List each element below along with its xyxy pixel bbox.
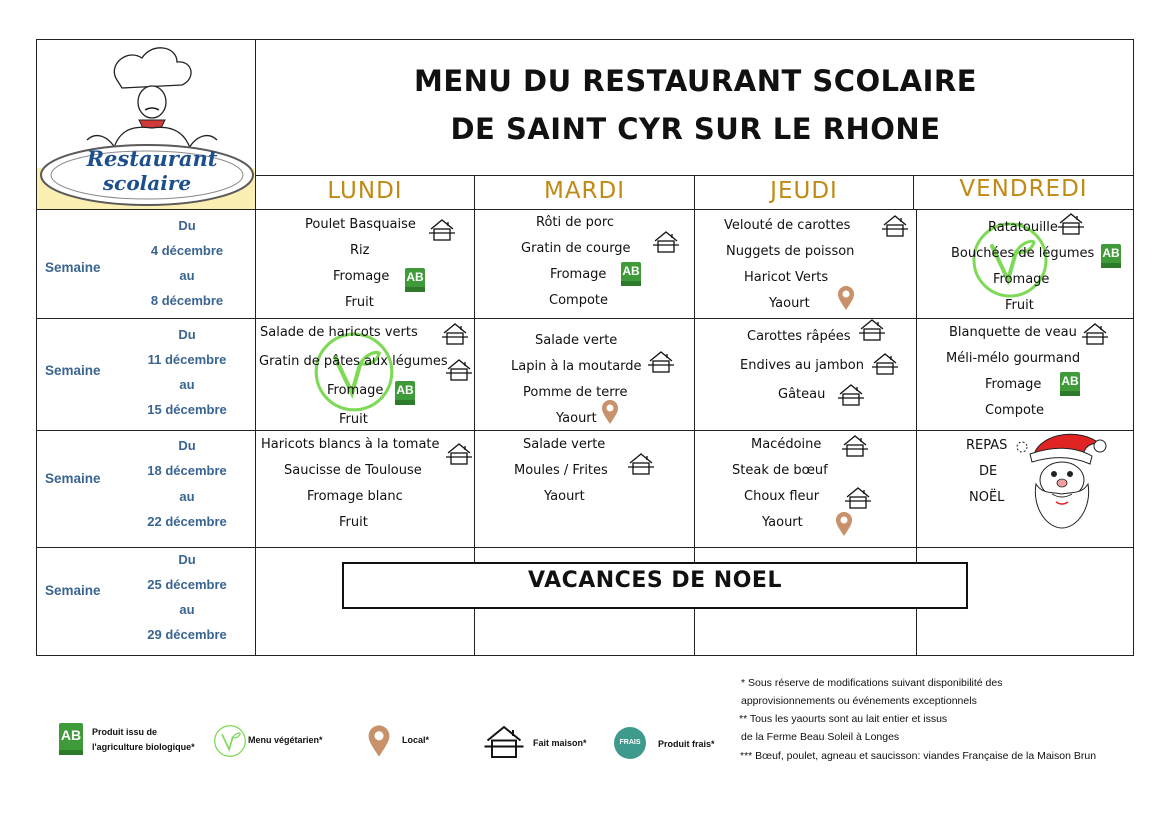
home-made-icon [446, 442, 472, 466]
dish: Yaourt [762, 515, 803, 530]
note-line: approvisionnements ou événements exceptionnels [741, 695, 977, 707]
dish: Yaourt [544, 489, 585, 504]
legend-local-icon [366, 724, 392, 758]
dish: Fromage [550, 267, 607, 282]
local-icon [836, 285, 856, 311]
dish: Rôti de porc [536, 215, 615, 230]
legend-fresh: Produit frais* [658, 739, 715, 749]
dish: Fromage [985, 377, 1042, 392]
logo-line2: scolaire [102, 171, 192, 195]
legend-organic-line1: Produit issu de [92, 727, 158, 737]
week-au: au [179, 377, 195, 392]
dish: Endives au jambon [740, 358, 864, 373]
week-cell-3 [37, 431, 255, 547]
week-du: Du [178, 552, 196, 567]
home-made-icon [859, 318, 885, 342]
note-line: *** Bœuf, poulet, agneau et saucisson: viandes Française de la Maison Brun [740, 750, 1097, 762]
dish: Gratin de courge [521, 241, 631, 256]
santa-icon [1012, 428, 1112, 538]
dish: Lapin à la moutarde [511, 359, 642, 374]
dish: Carottes râpées [747, 329, 851, 344]
week-cell-2 [37, 319, 255, 430]
week-label: Semaine [45, 583, 101, 598]
dish: Fromage [333, 269, 390, 284]
dish: REPAS [966, 438, 1008, 453]
home-made-icon [446, 358, 472, 382]
home-made-icon [1082, 322, 1108, 346]
week-du: Du [178, 218, 196, 233]
dish: Fruit [345, 295, 374, 310]
week-au: au [179, 268, 195, 283]
home-made-icon [845, 486, 871, 510]
legend-vegetarian: Menu végétarien* [248, 735, 323, 745]
dish: Riz [350, 243, 370, 258]
dish: Blanquette de veau [949, 325, 1077, 340]
dish: Yaourt [769, 296, 810, 311]
dish: Salade de haricots verts [260, 325, 418, 340]
home-made-icon [842, 434, 868, 458]
week-au: au [179, 489, 195, 504]
home-made-icon [628, 452, 654, 476]
home-made-icon [429, 218, 455, 242]
day-header-mardi: MARDI [543, 178, 626, 204]
week-label: Semaine [45, 471, 101, 486]
organic-icon: AB [395, 381, 415, 405]
organic-icon: AB [621, 262, 641, 286]
dish: NOËL [969, 490, 1005, 505]
dish: Fruit [339, 515, 368, 530]
dish: Méli-mélo gourmand [946, 351, 1081, 366]
week-start: 4 décembre [150, 243, 224, 258]
week-du: Du [178, 327, 196, 342]
home-made-icon [872, 352, 898, 376]
dish: Haricot Verts [744, 270, 829, 285]
week-du: Du [178, 438, 196, 453]
logo-line1: Restaurant [86, 146, 218, 171]
week-end: 22 décembre [147, 514, 227, 529]
legend-home-made: Fait maison* [533, 738, 587, 748]
week-cell-4 [37, 548, 255, 655]
note-line: de la Ferme Beau Soleil à Longes [741, 731, 900, 743]
legend-fresh-icon: FRAIS [614, 727, 646, 759]
week-start: 11 décembre [147, 352, 227, 367]
week-label: Semaine [45, 260, 101, 275]
legend-vegetarian-icon [213, 724, 247, 758]
holiday-banner: VACANCES DE NOEL [342, 562, 968, 609]
home-made-icon [442, 322, 468, 346]
page-title-line1: MENU DU RESTAURANT SCOLAIRE [413, 64, 978, 98]
dish: DE [979, 464, 998, 479]
divider [255, 40, 256, 655]
week-start: 18 décembre [147, 463, 227, 478]
dish: Poulet Basquaise [305, 217, 416, 232]
legend-home-made-icon [483, 724, 525, 760]
dish: Haricots blancs à la tomate [261, 437, 440, 452]
note-line: ** Tous les yaourts sont au lait entier et issus [739, 713, 948, 725]
dish: Compote [985, 403, 1044, 418]
dish: Fromage [327, 383, 384, 398]
page-title-line2: DE SAINT CYR SUR LE RHONE [450, 112, 941, 146]
organic-icon: AB [405, 268, 425, 292]
dish: Ratatouille [988, 220, 1058, 235]
dish: Gâteau [778, 387, 826, 402]
vegetarian-icon [312, 330, 396, 414]
dish: Velouté de carottes [724, 218, 851, 233]
dish: Pomme de terre [523, 385, 628, 400]
dish: Fromage [993, 272, 1050, 287]
week-end: 15 décembre [147, 402, 227, 417]
dish: Nuggets de poisson [726, 244, 855, 259]
dish: Fromage blanc [307, 489, 403, 504]
week-au: au [179, 602, 195, 617]
dish: Gratin de pâtes aux légumes [259, 354, 448, 369]
day-header-vendredi: VENDREDI [959, 176, 1088, 202]
dish: Yaourt [556, 411, 597, 426]
home-made-icon [838, 383, 864, 407]
dish: Fruit [339, 412, 368, 427]
note-line: * Sous réserve de modifications suivant disponibilité des [741, 677, 1003, 689]
organic-icon: AB [1101, 244, 1121, 268]
home-made-icon [1058, 212, 1084, 236]
dish: Choux fleur [744, 489, 820, 504]
week-end: 29 décembre [147, 627, 227, 642]
local-icon [600, 399, 620, 425]
week-start: 25 décembre [147, 577, 227, 592]
week-cell-1 [37, 210, 255, 318]
legend-organic-icon: AB [59, 723, 83, 755]
dish: Salade verte [535, 333, 618, 348]
local-icon [834, 511, 854, 537]
dish: Fruit [1005, 298, 1034, 313]
week-label: Semaine [45, 363, 101, 378]
dish: Salade verte [523, 437, 606, 452]
legend-local: Local* [402, 735, 430, 745]
dish: Moules / Frites [514, 463, 608, 478]
legend-organic-line2: l'agriculture biologique* [92, 742, 195, 752]
organic-icon: AB [1060, 372, 1080, 396]
home-made-icon [648, 350, 674, 374]
dish: Saucisse de Toulouse [284, 463, 422, 478]
week-end: 8 décembre [150, 293, 224, 308]
dish: Bouchées de légumes [951, 246, 1095, 261]
home-made-icon [653, 230, 679, 254]
home-made-icon [882, 214, 908, 238]
day-header-jeudi: JEUDI [770, 178, 838, 204]
dish: Steak de bœuf [732, 463, 828, 478]
dish: Macédoine [751, 437, 822, 452]
dish: Compote [549, 293, 608, 308]
day-header-lundi: LUNDI [327, 178, 403, 204]
